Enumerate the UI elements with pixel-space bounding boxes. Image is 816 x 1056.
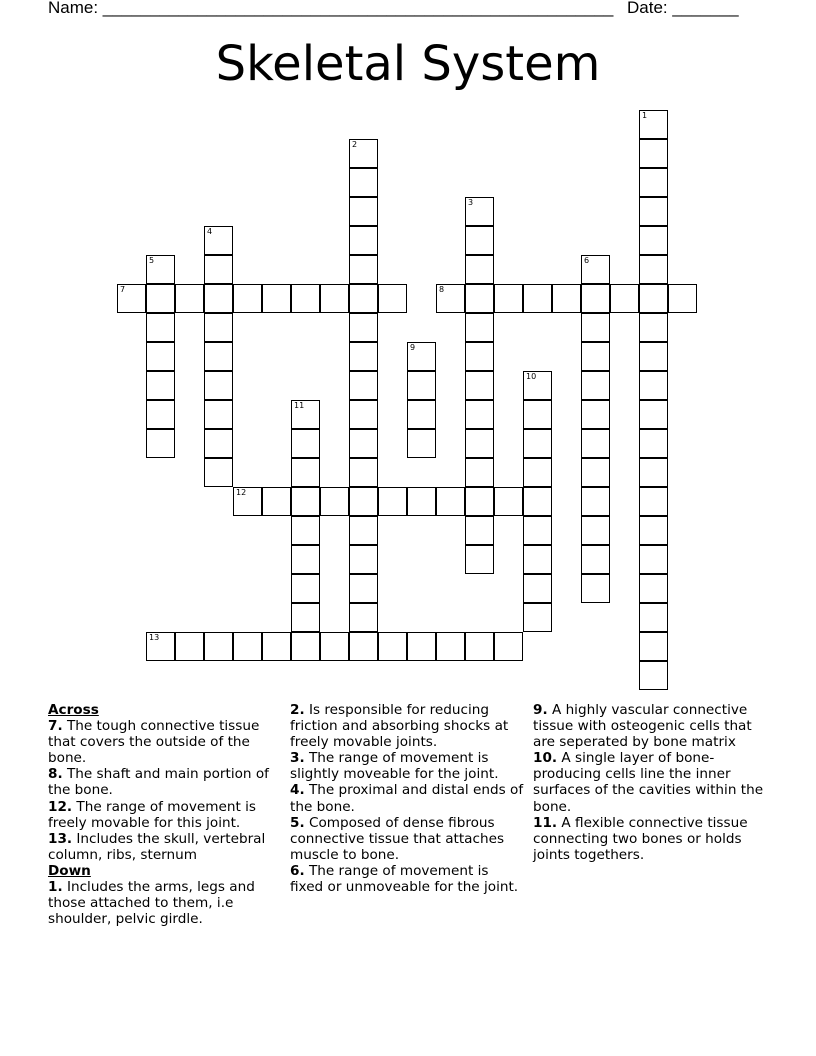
grid-cell[interactable] xyxy=(639,139,668,168)
grid-cell[interactable] xyxy=(523,487,552,516)
clue-column-3 xyxy=(533,702,769,863)
grid-cell[interactable] xyxy=(523,429,552,458)
grid-cell[interactable] xyxy=(146,342,175,371)
grid-cell[interactable] xyxy=(465,458,494,487)
grid-cell[interactable] xyxy=(262,487,291,516)
grid-cell[interactable] xyxy=(175,632,204,661)
grid-cell[interactable] xyxy=(465,226,494,255)
grid-cell[interactable] xyxy=(523,603,552,632)
grid-cell[interactable] xyxy=(639,487,668,516)
grid-cell[interactable] xyxy=(581,284,610,313)
grid-cell[interactable] xyxy=(639,313,668,342)
clue-across-12: 12. The range of movement is freely movable for this joint. xyxy=(48,798,256,831)
grid-cell[interactable] xyxy=(523,371,552,400)
grid-cell[interactable] xyxy=(204,400,233,429)
grid-cell[interactable] xyxy=(581,429,610,458)
grid-cell[interactable] xyxy=(465,516,494,545)
grid-cell[interactable] xyxy=(146,371,175,400)
grid-cell[interactable] xyxy=(291,400,320,429)
grid-cell[interactable] xyxy=(523,400,552,429)
grid-cell[interactable] xyxy=(204,284,233,313)
grid-cell[interactable] xyxy=(581,400,610,429)
grid-cell[interactable] xyxy=(465,545,494,574)
grid-cell[interactable] xyxy=(407,371,436,400)
grid-cell[interactable] xyxy=(291,574,320,603)
grid-cell[interactable] xyxy=(204,632,233,661)
grid-cell[interactable] xyxy=(291,603,320,632)
grid-cell[interactable] xyxy=(523,545,552,574)
grid-cell[interactable] xyxy=(668,284,697,313)
grid-cell[interactable] xyxy=(146,284,175,313)
grid-cell[interactable] xyxy=(581,342,610,371)
grid-cell[interactable] xyxy=(233,284,262,313)
grid-cell[interactable] xyxy=(465,429,494,458)
grid-cell[interactable] xyxy=(175,284,204,313)
grid-cell[interactable] xyxy=(349,574,378,603)
clue-number: 7 xyxy=(120,285,126,294)
clue-across-7: 7. The tough connective tissue that covers the outside of the bone. xyxy=(48,718,260,767)
grid-cell[interactable] xyxy=(204,255,233,284)
grid-cell[interactable] xyxy=(349,139,378,168)
grid-cell[interactable] xyxy=(581,458,610,487)
clue-down-10: 10. A single layer of bone-producing cells line the inner surfaces of the cavities within the bone. xyxy=(533,750,764,815)
grid-cell[interactable] xyxy=(552,284,581,313)
grid-cell[interactable] xyxy=(639,458,668,487)
grid-cell[interactable] xyxy=(639,168,668,197)
grid-cell[interactable] xyxy=(465,342,494,371)
grid-cell[interactable] xyxy=(494,487,523,516)
grid-cell[interactable] xyxy=(349,168,378,197)
grid-cell[interactable] xyxy=(349,632,378,661)
grid-cell[interactable] xyxy=(291,284,320,313)
grid-cell[interactable] xyxy=(523,516,552,545)
grid-cell[interactable] xyxy=(349,197,378,226)
grid-cell[interactable] xyxy=(436,284,465,313)
grid-cell[interactable] xyxy=(349,255,378,284)
clue-number: 8 xyxy=(439,285,445,294)
grid-cell[interactable] xyxy=(465,371,494,400)
grid-cell[interactable] xyxy=(291,487,320,516)
grid-cell[interactable] xyxy=(349,342,378,371)
grid-cell[interactable] xyxy=(291,429,320,458)
grid-cell[interactable] xyxy=(581,255,610,284)
grid-cell[interactable] xyxy=(233,632,262,661)
grid-cell[interactable] xyxy=(146,313,175,342)
grid-cell[interactable] xyxy=(407,429,436,458)
grid-cell[interactable] xyxy=(349,226,378,255)
clue-down-3: 3. The range of movement is slightly moveable for the joint. xyxy=(290,750,499,783)
clue-number: 5 xyxy=(149,256,155,265)
grid-cell[interactable] xyxy=(494,284,523,313)
grid-cell[interactable] xyxy=(465,197,494,226)
grid-cell[interactable] xyxy=(262,632,291,661)
clue-down-5: 5. Composed of dense fibrous connective tissue that attaches muscle to bone. xyxy=(290,814,505,863)
grid-cell[interactable] xyxy=(523,574,552,603)
clue-down-9: 9. A highly vascular connective tissue with osteogenic cells that are seperated by bone matrix xyxy=(533,702,752,751)
grid-cell[interactable] xyxy=(639,197,668,226)
grid-cell[interactable] xyxy=(523,284,552,313)
grid-cell[interactable] xyxy=(581,487,610,516)
grid-cell[interactable] xyxy=(407,342,436,371)
down-heading: Down xyxy=(48,862,91,879)
grid-cell[interactable] xyxy=(204,371,233,400)
grid-cell[interactable] xyxy=(378,284,407,313)
grid-cell[interactable] xyxy=(349,400,378,429)
grid-cell[interactable] xyxy=(465,487,494,516)
clue-down-2: 2. Is responsible for reducing friction and absorbing shocks at freely movable joints. xyxy=(290,702,509,751)
grid-cell[interactable] xyxy=(639,545,668,574)
grid-cell[interactable] xyxy=(639,342,668,371)
clue-number: 11 xyxy=(294,401,305,410)
grid-cell[interactable] xyxy=(639,632,668,661)
grid-cell[interactable] xyxy=(436,487,465,516)
grid-cell[interactable] xyxy=(407,400,436,429)
clue-number: 2 xyxy=(352,140,358,149)
grid-cell[interactable] xyxy=(465,400,494,429)
grid-cell[interactable] xyxy=(465,284,494,313)
grid-cell[interactable] xyxy=(639,226,668,255)
clue-across-13: 13. Includes the skull, vertebral column, ribs, sternum xyxy=(48,830,266,863)
grid-cell[interactable] xyxy=(146,255,175,284)
grid-cell[interactable] xyxy=(291,632,320,661)
grid-cell[interactable] xyxy=(349,458,378,487)
grid-cell[interactable] xyxy=(349,371,378,400)
clue-number: 3 xyxy=(468,198,474,207)
clue-down-6: 6. The range of movement is fixed or unmoveable for the joint. xyxy=(290,862,519,896)
grid-cell[interactable] xyxy=(639,429,668,458)
clue-number: 12 xyxy=(236,488,247,497)
across-heading: Across xyxy=(48,702,99,718)
grid-cell[interactable] xyxy=(436,632,465,661)
grid-cell[interactable] xyxy=(291,545,320,574)
grid-cell[interactable] xyxy=(204,458,233,487)
grid-cell[interactable] xyxy=(204,313,233,342)
clue-column-2 xyxy=(290,702,526,895)
grid-cell[interactable] xyxy=(349,487,378,516)
grid-cell[interactable] xyxy=(349,429,378,458)
grid-cell[interactable] xyxy=(407,487,436,516)
grid-cell[interactable] xyxy=(233,487,262,516)
grid-cell[interactable] xyxy=(349,545,378,574)
grid-cell[interactable] xyxy=(639,255,668,284)
grid-cell[interactable] xyxy=(204,226,233,255)
grid-cell[interactable] xyxy=(146,632,175,661)
clue-number: 10 xyxy=(526,372,537,381)
grid-cell[interactable] xyxy=(349,516,378,545)
grid-cell[interactable] xyxy=(639,284,668,313)
grid-cell[interactable] xyxy=(349,313,378,342)
date-field[interactable]: Date: _______ xyxy=(627,0,739,17)
clue-number: 13 xyxy=(149,633,160,642)
grid-cell[interactable] xyxy=(639,603,668,632)
clue-down-1: 1. Includes the arms, legs and those attached to them, i.e shoulder, pelvic girdle. xyxy=(48,879,255,928)
grid-cell[interactable] xyxy=(639,400,668,429)
grid-cell[interactable] xyxy=(146,400,175,429)
grid-cell[interactable] xyxy=(407,632,436,661)
grid-cell[interactable] xyxy=(523,458,552,487)
grid-cell[interactable] xyxy=(349,284,378,313)
page-title: Skeletal System xyxy=(215,36,601,92)
grid-cell[interactable] xyxy=(581,516,610,545)
clue-number: 9 xyxy=(410,343,416,352)
grid-cell[interactable] xyxy=(581,545,610,574)
grid-cell[interactable] xyxy=(117,284,146,313)
name-field[interactable]: Name: ______________________________________________________ xyxy=(48,0,614,17)
grid-cell[interactable] xyxy=(465,632,494,661)
grid-cell[interactable] xyxy=(639,516,668,545)
clue-down-11: 11. A flexible connective tissue connecting two bones or holds joints togethers. xyxy=(533,814,748,863)
clue-down-4: 4. The proximal and distal ends of the bone. xyxy=(290,782,524,815)
grid-cell[interactable] xyxy=(494,632,523,661)
grid-cell[interactable] xyxy=(204,429,233,458)
clue-number: 6 xyxy=(584,256,590,265)
grid-cell[interactable] xyxy=(639,661,668,690)
grid-cell[interactable] xyxy=(291,458,320,487)
grid-cell[interactable] xyxy=(610,284,639,313)
grid-cell[interactable] xyxy=(349,603,378,632)
grid-cell[interactable] xyxy=(320,487,349,516)
clue-number: 4 xyxy=(207,227,213,236)
clue-across-8: 8. The shaft and main portion of the bone. xyxy=(48,766,269,799)
clue-number: 1 xyxy=(642,111,648,120)
grid-cell[interactable] xyxy=(378,632,407,661)
grid-cell[interactable] xyxy=(204,342,233,371)
grid-cell[interactable] xyxy=(465,255,494,284)
grid-cell[interactable] xyxy=(639,574,668,603)
grid-cell[interactable] xyxy=(581,313,610,342)
grid-cell[interactable] xyxy=(639,371,668,400)
grid-cell[interactable] xyxy=(262,284,291,313)
grid-cell[interactable] xyxy=(320,284,349,313)
grid-cell[interactable] xyxy=(581,574,610,603)
grid-cell[interactable] xyxy=(291,516,320,545)
grid-cell[interactable] xyxy=(320,632,349,661)
grid-cell[interactable] xyxy=(378,487,407,516)
grid-cell[interactable] xyxy=(639,110,668,139)
grid-cell[interactable] xyxy=(146,429,175,458)
grid-cell[interactable] xyxy=(465,313,494,342)
clue-column-1 xyxy=(48,702,284,927)
grid-cell[interactable] xyxy=(581,371,610,400)
